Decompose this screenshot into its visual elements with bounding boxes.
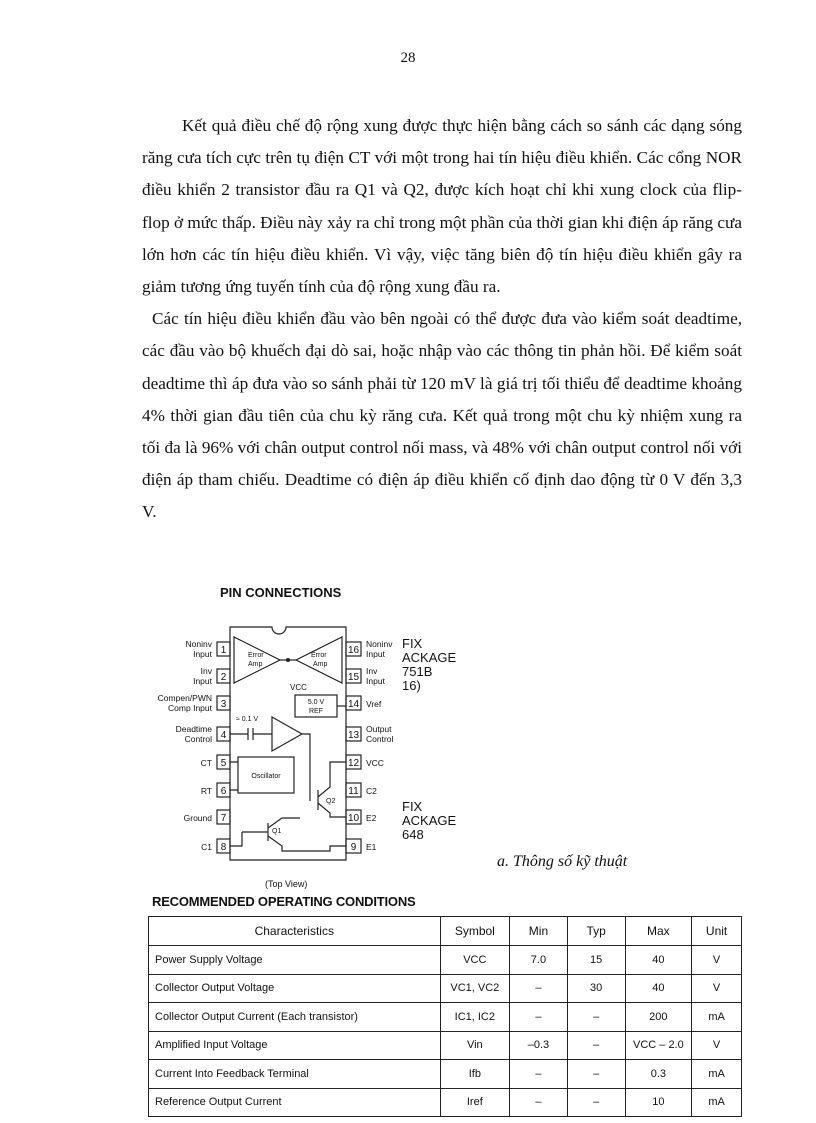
table-title: RECOMMENDED OPERATING CONDITIONS [152,894,416,909]
table-cell: – [567,1060,625,1089]
pin-number: 9 [350,842,357,853]
table-cell: Amplified Input Voltage [149,1031,441,1060]
table-cell: –0.3 [510,1031,568,1060]
pin-number: 7 [220,813,227,824]
pin-connections-figure [150,585,650,890]
table-cell: 15 [567,946,625,975]
table-cell: 40 [625,974,692,1003]
table-cell: 30 [567,974,625,1003]
table-cell: 7.0 [510,946,568,975]
oscillator-label: Oscillator [251,773,281,780]
table-cell: VC1, VC2 [440,974,510,1003]
wire [230,728,272,740]
pin-number: 14 [347,699,360,710]
pin-number: 15 [347,672,360,683]
table-cell: – [510,1003,568,1032]
table-row [149,1060,742,1089]
error-amp-label: Amp [248,661,263,668]
top-view-label: (Top View) [265,879,308,889]
pin-label: Input [193,649,212,659]
table-cell: 0.3 [625,1060,692,1089]
pin-label: Comp Input [168,703,212,713]
table-cell: Vin [440,1031,510,1060]
ref-label: REF [309,708,323,715]
pin-number: 13 [347,730,360,741]
pin-label: Ground [183,813,212,823]
column-header: Min [510,917,568,946]
offset-voltage-label: ≈ 0.1 V [236,716,259,723]
column-header: Symbol [440,917,510,946]
table-row [149,1031,742,1060]
pin-number: 4 [220,730,227,741]
operating-conditions-table [148,916,742,1117]
pin-number: 12 [347,758,360,769]
table-header-row [149,917,742,946]
pin-label: Deadtime [175,724,212,734]
pin-label: E1 [366,842,377,852]
table-cell: IC1, IC2 [440,1003,510,1032]
pin-number: 6 [220,786,227,797]
table-cell: Collector Output Voltage [149,974,441,1003]
ref-label: 5.0 V [307,699,325,706]
table-cell: Ifb [440,1060,510,1089]
table-cell: – [510,1060,568,1089]
table-row [149,946,742,975]
pin-label: Input [366,649,385,659]
error-amp-label: Error [248,652,264,659]
paragraph-pwm: Kết quả điều chế độ rộng xung được thực hiện bằng cách so sánh các dạng sóng răng cưa tích cực trên tụ điện CT với một trong hai tín hiệu điều khiển. Các cổng NOR điều khiển 2 transistor đầu ra Q1 và Q2, được kích hoạt chỉ khi xung clock của flip-flop ở mức thấp. Điều này xảy ra chỉ trong một phần của thời gian khi điện áp răng cưa lớn hơn các tín hiệu điều khiển. Vì vậy, việc tăng biên độ tín hiệu điều khiển gây ra giảm tương ứng tuyến tính của độ rộng xung đầu ra. [142,116,743,297]
pin-label: C2 [366,786,377,796]
pin-label: Vref [366,699,382,709]
figure-title: PIN CONNECTIONS [220,585,342,600]
deadtime-comparator [272,717,302,751]
pin-label: VCC [366,758,384,768]
pin-label: RT [200,786,212,796]
table-cell: – [567,1088,625,1117]
table-cell: 40 [625,946,692,975]
column-header: Typ [567,917,625,946]
pin-number: 3 [220,699,227,710]
table-row [149,1088,742,1117]
error-amp-1 [234,637,280,683]
table-cell: V [692,1031,742,1060]
pin-number: 1 [220,645,227,656]
table-cell: – [567,1031,625,1060]
table-cell: mA [692,1060,742,1089]
table-cell: VCC [440,946,510,975]
pin-label: Noninv [366,639,393,649]
transistor-q1 [242,818,346,851]
table-row [149,1003,742,1032]
table-cell: – [510,974,568,1003]
pin-label: Noninv [185,639,212,649]
pin-label: Control [184,734,212,744]
pin-label: Input [193,676,212,686]
pin-label: Compen/PWN [157,693,212,703]
pin-number: 16 [347,645,360,656]
pin-number: 8 [220,842,227,853]
column-header: Unit [692,917,742,946]
table-cell: Power Supply Voltage [149,946,441,975]
ic-pinout-diagram [150,585,650,890]
pin-label: Control [366,734,394,744]
q2-label: Q2 [326,798,336,805]
transistor-q2 [318,762,346,817]
table-cell: Collector Output Current (Each transistor) [149,1003,441,1032]
pin-number: 2 [220,672,227,683]
paragraph-deadtime: Các tín hiệu điều khiển đầu vào bên ngoài có thể được đưa vào kiểm soát deadtime, các đầu vào bộ khuếch đại dò sai, hoặc nhập vào các thông tin phản hồi. Để kiểm soát deadtime thì áp đưa vào so sánh phải từ 120 mV là giá trị tối thiểu để deadtime khoảng 4% thời gian đầu tiên của chu kỳ răng cưa. Kết quả trong một chu kỳ nhiệm xung ra tối đa là 96% với chân output control nối mass, và 48% với chân output control nối với điện áp tham chiếu. Deadtime có điện áp điều khiển cố định dao động từ 0 V đến 3,3 V. [142,309,742,522]
error-amp-label: Amp [313,661,328,668]
wire [230,832,242,846]
table-cell: 10 [625,1088,692,1117]
table-cell: mA [692,1088,742,1117]
pin-number: 11 [348,786,359,797]
figure-caption: a. Thông số kỹ thuật [497,853,628,870]
error-amp-2 [296,637,342,683]
column-header: Characteristics [149,917,441,946]
table-cell: V [692,974,742,1003]
table-cell: – [510,1088,568,1117]
error-amp-label: Error [311,652,327,659]
table-row [149,974,742,1003]
page-number: 28 [400,50,416,66]
vcc-label: VCC [290,683,307,692]
pin-label: C1 [201,842,212,852]
table-cell: 200 [625,1003,692,1032]
table-cell: mA [692,1003,742,1032]
pin-label: Output [366,724,392,734]
pin-label: CT [200,758,212,768]
table-cell: Iref [440,1088,510,1117]
pin-label: Inv [200,666,212,676]
package-note-2: FIX ACKAGE 648 [402,799,457,842]
column-header: Max [625,917,692,946]
body-text [142,110,742,529]
pin-label: Input [366,676,385,686]
table-cell: Current Into Feedback Terminal [149,1060,441,1089]
package-note-1: FIX ACKAGE 751B 16) [402,636,457,693]
pin-label: Inv [366,666,378,676]
pin-label: E2 [366,813,377,823]
table-cell: – [567,1003,625,1032]
table-cell: Reference Output Current [149,1088,441,1117]
table-cell: VCC – 2.0 [625,1031,692,1060]
q1-label: Q1 [272,828,282,835]
table-cell: V [692,946,742,975]
wire [230,734,310,801]
pin-number: 5 [220,758,227,769]
pin-number: 10 [347,813,360,824]
